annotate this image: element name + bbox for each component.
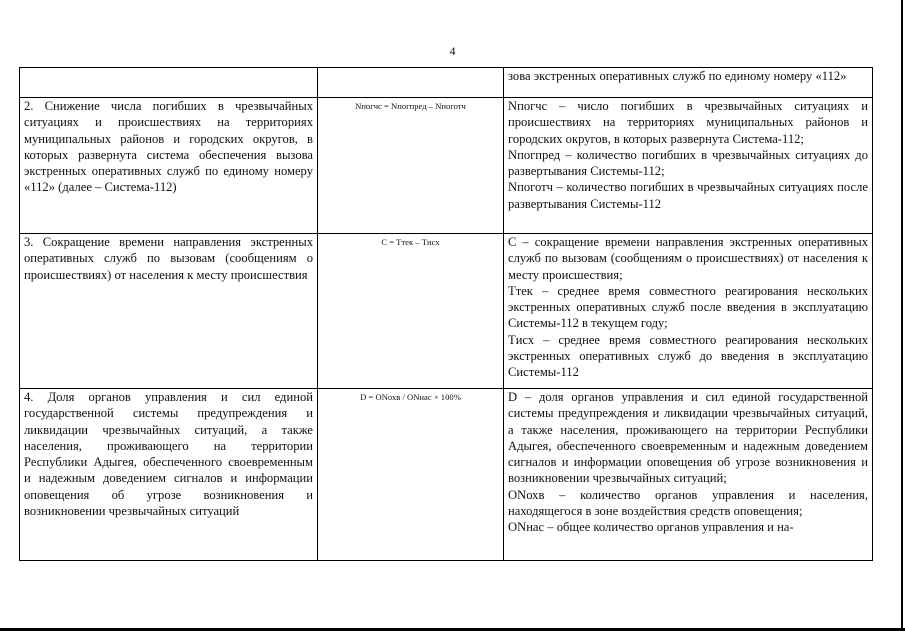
explanation-line: Nпогпред – количество погибших в чрезвычайных ситуациях до развертывания Системы-112;: [508, 147, 868, 179]
formula-cell: Nпогчс = Nпогпред – Nпоготч: [318, 98, 504, 234]
table-row: [20, 234, 873, 389]
explanation-line: Tтек – среднее время совместного реагирования нескольких экстренных оперативных служб после введения в эксплуатацию Системы-112 в текущем году;: [508, 283, 868, 331]
formula-cell: D = ONохв / ONнас × 100%: [318, 389, 504, 561]
indicator-cell: 4. Доля органов управления и сил единой государственной системы предупреждения и ликвидации чрезвычайных ситуаций, а также населения, проживающего на территории Республики Адыгея, обеспеченного своевременным и надежным доведением сигналов и информации оповещения об угрозе возникновения и возникновении чрезвычайных ситуаций: [20, 389, 318, 561]
indicator-cell: [20, 68, 318, 98]
table-row: [20, 389, 873, 561]
explanation-cell: [504, 234, 873, 389]
explanation-line: ONнас – общее количество органов управления и на-: [508, 520, 794, 535]
indicator-cell: 2. Снижение числа погибших в чрезвычайных ситуациях и происшествиях на территориях муниципальных районов и городских округов, в которых развернута система обеспечения вызова экстренных оперативных служб по единому номеру «112» (далее – Система-112): [20, 98, 318, 234]
explanation-cell: [504, 98, 873, 234]
explanation-cell: [504, 68, 873, 98]
formula-cell: [318, 68, 504, 98]
explanation-line: D – доля органов управления и сил единой государственной системы предупреждения и ликвидации чрезвычайных ситуаций, а также населения, проживающего на территории Республики Адыгея, обеспеченного своевременным и надежным доведением сигналов и информации оповещения об угрозе возникновения и возникновении чрезвычайных ситуаций;: [508, 390, 868, 486]
explanation-line: C – сокращение времени направления экстренных оперативных служб по вызовам (сообщениям о происшествиях) от населения к месту происшествия;: [508, 235, 868, 282]
explanation-line: зова экстренных оперативных служб по единому номеру «112»: [508, 69, 847, 83]
explanation-line: ONохв – количество органов управления и населения, находящегося в зоне воздействия средств оповещения;: [508, 487, 868, 519]
explanation-cell: [504, 389, 873, 561]
explanation-line: Tисх – среднее время совместного реагирования нескольких экстренных оперативных служб до введения в эксплуатацию Системы-112: [508, 332, 868, 380]
table-row: [20, 68, 873, 98]
formula-cell: C = Tтек – Tисх: [318, 234, 504, 389]
explanation-line: Nпоготч – количество погибших в чрезвычайных ситуациях после развертывания Системы-112: [508, 180, 868, 211]
table-row: [20, 98, 873, 234]
page-edge-right: [901, 0, 903, 631]
indicators-table: [19, 67, 873, 561]
explanation-line: Nпогчс – число погибших в чрезвычайных ситуациях и происшествиях на территориях муниципальных районов и городских округов, в которых развернута Система-112;: [508, 99, 868, 146]
page-edge-bottom: [0, 628, 905, 631]
indicator-cell: 3. Сокращение времени направления экстренных оперативных служб по вызовам (сообщениям о происшествиях) от населения к месту происшествия: [20, 234, 318, 389]
page-number: 4: [449, 44, 456, 58]
